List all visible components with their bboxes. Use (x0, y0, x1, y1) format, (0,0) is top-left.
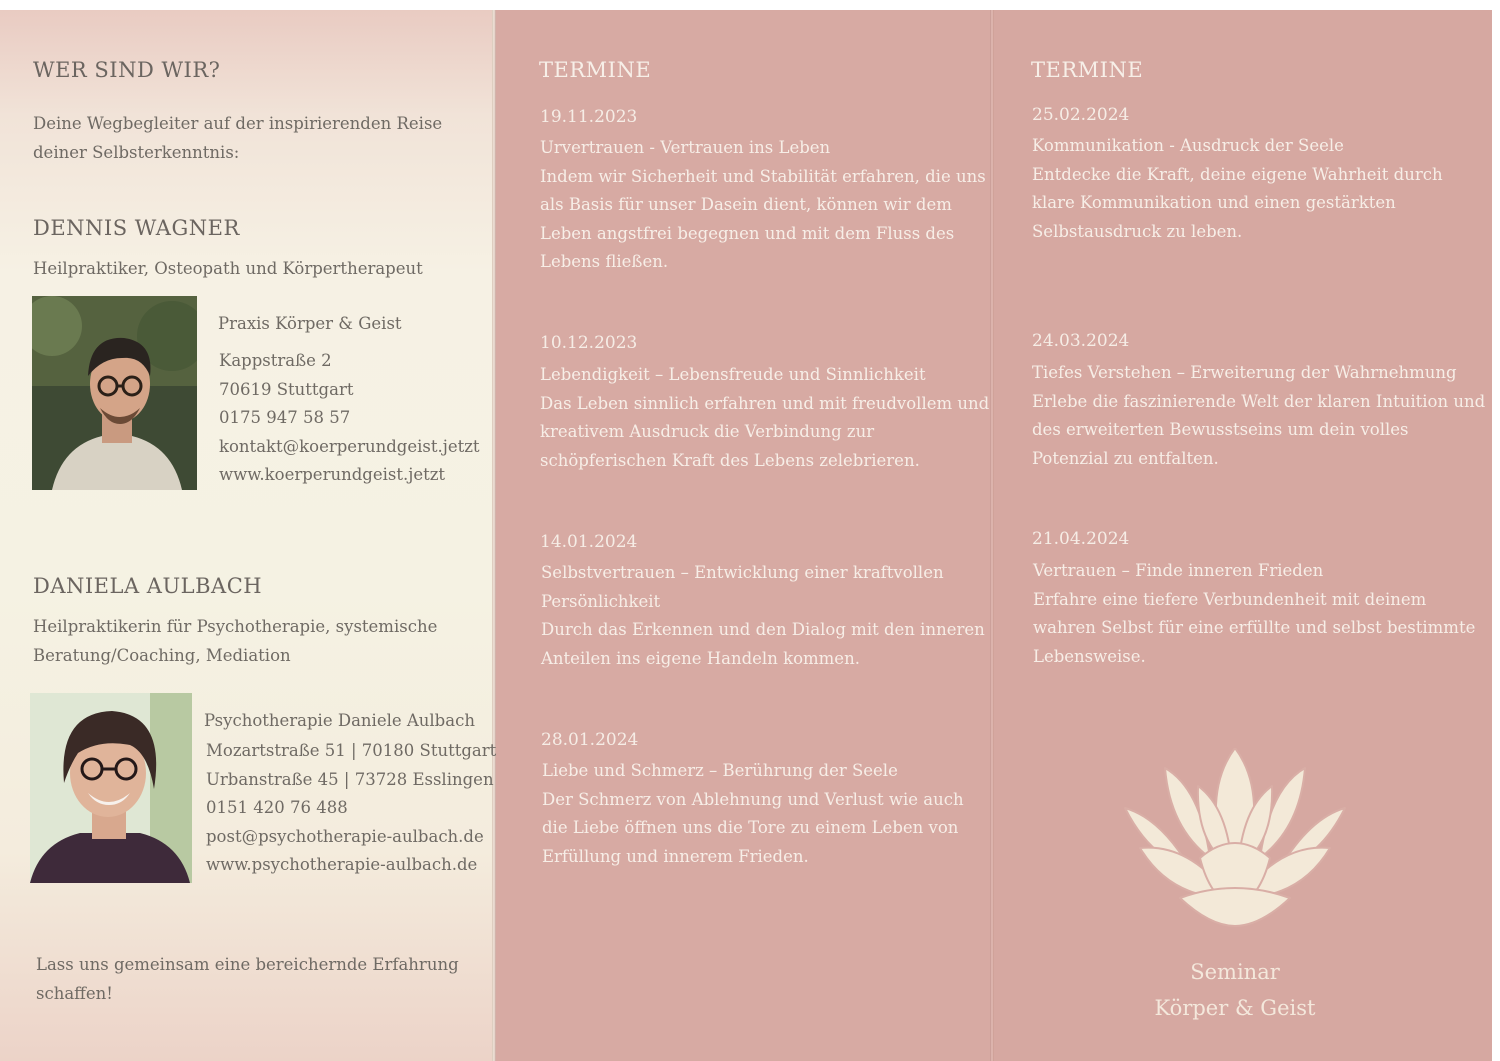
flyer-sheet (0, 10, 1492, 1061)
event-date: 19.11.2023 (540, 107, 638, 127)
event-date: 28.01.2024 (541, 730, 639, 750)
brand-line-1: Seminar (1190, 960, 1280, 984)
person1-role: Heilpraktiker, Osteopath und Körpertherapeut (33, 259, 423, 278)
event-date: 21.04.2024 (1032, 529, 1130, 549)
event-date: 10.12.2023 (540, 333, 638, 353)
person1-street: Kappstraße 2 (219, 351, 332, 370)
event-description: Urvertrauen - Vertrauen ins Leben Indem wir Sicherheit und Stabilität erfahren, die uns als Basis für unser Dasein dient, können wir dem Leben angstfrei begegnen und mit dem Fluss des Lebens fließen. (540, 138, 986, 271)
person2-email-link[interactable]: post@psychotherapie-aulbach.de (206, 826, 484, 846)
person1-photo (32, 296, 197, 490)
person2-phone[interactable]: 0151 420 76 488 (206, 798, 348, 817)
event-description: Vertrauen – Finde inneren Frieden Erfahre eine tiefere Verbundenheit mit deinem wahren Selbst für eine erfüllte und selbst bestimmte Lebensweise. (1033, 561, 1476, 666)
closing-text: Lass uns gemeinsam eine bereichernde Erfahrung schaffen! (36, 955, 459, 1003)
lotus-flower-icon (1120, 748, 1350, 928)
person2-practice: Psychotherapie Daniele Aulbach (204, 711, 475, 730)
event-date: 24.03.2024 (1032, 331, 1130, 351)
event-date: 14.01.2024 (540, 532, 638, 552)
event-description: Tiefes Verstehen – Erweiterung der Wahrnehmung Erlebe die faszinierende Welt der klaren Intuition und des erweiterten Bewusstseins um dein volles Potenzial zu entfalten. (1032, 363, 1486, 468)
person2-photo (30, 693, 192, 883)
person2-name: DANIELA AULBACH (33, 574, 263, 598)
dates-heading: TERMINE (539, 58, 652, 82)
about-heading: WER SIND WIR? (33, 58, 221, 82)
event-description: Kommunikation - Ausdruck der Seele Entdecke die Kraft, deine eigene Wahrheit durch klare Kommunikation und einen gestärkten Selbstausdruck zu leben. (1032, 136, 1443, 241)
person1-web-link[interactable]: www.koerperundgeist.jetzt (219, 465, 446, 484)
person1-phone[interactable]: 0175 947 58 57 (219, 408, 351, 427)
dates-heading: TERMINE (1031, 58, 1144, 82)
person2-address-1: Mozartstraße 51 | 70180 Stuttgart (206, 741, 497, 760)
brand-line-2: Körper & Geist (1154, 996, 1316, 1020)
event-description: Liebe und Schmerz – Berührung der Seele Der Schmerz von Ablehnung und Verlust wie auch die Liebe öffnen uns die Tore zu einem Leben von Erfüllung und innerem Frieden. (542, 761, 964, 866)
person2-role: Heilpraktikerin für Psychotherapie, systemische Beratung/Coaching, Mediation (33, 617, 438, 665)
person2-address-2: Urbanstraße 45 | 73728 Esslingen (206, 769, 494, 789)
person1-city: 70619 Stuttgart (219, 379, 354, 399)
event-date: 25.02.2024 (1032, 105, 1130, 125)
event-description: Lebendigkeit – Lebensfreude und Sinnlichkeit Das Leben sinnlich erfahren und mit freudvollem und kreativem Ausdruck die Verbindung zur schöpferischen Kraft des Lebens zelebrieren. (540, 365, 990, 470)
person1-contact (219, 347, 480, 490)
person1-practice: Praxis Körper & Geist (218, 314, 402, 333)
person1-name: DENNIS WAGNER (33, 216, 240, 240)
about-panel (0, 10, 497, 1061)
about-intro: Deine Wegbegleiter auf der inspirierenden Reise deiner Selbsterkenntnis: (33, 114, 443, 162)
person1-email-link[interactable]: kontakt@koerperundgeist.jetzt (219, 436, 480, 456)
person2-contact (206, 737, 496, 880)
event-description: Selbstvertrauen – Entwicklung einer kraftvollen Persönlichkeit Durch das Erkennen und den Dialog mit den inneren Anteilen ins eigene Handeln kommen. (541, 563, 985, 668)
fold-line (990, 10, 994, 1061)
person2-web-link[interactable]: www.psychotherapie-aulbach.de (206, 855, 478, 874)
fold-line (492, 10, 496, 1061)
